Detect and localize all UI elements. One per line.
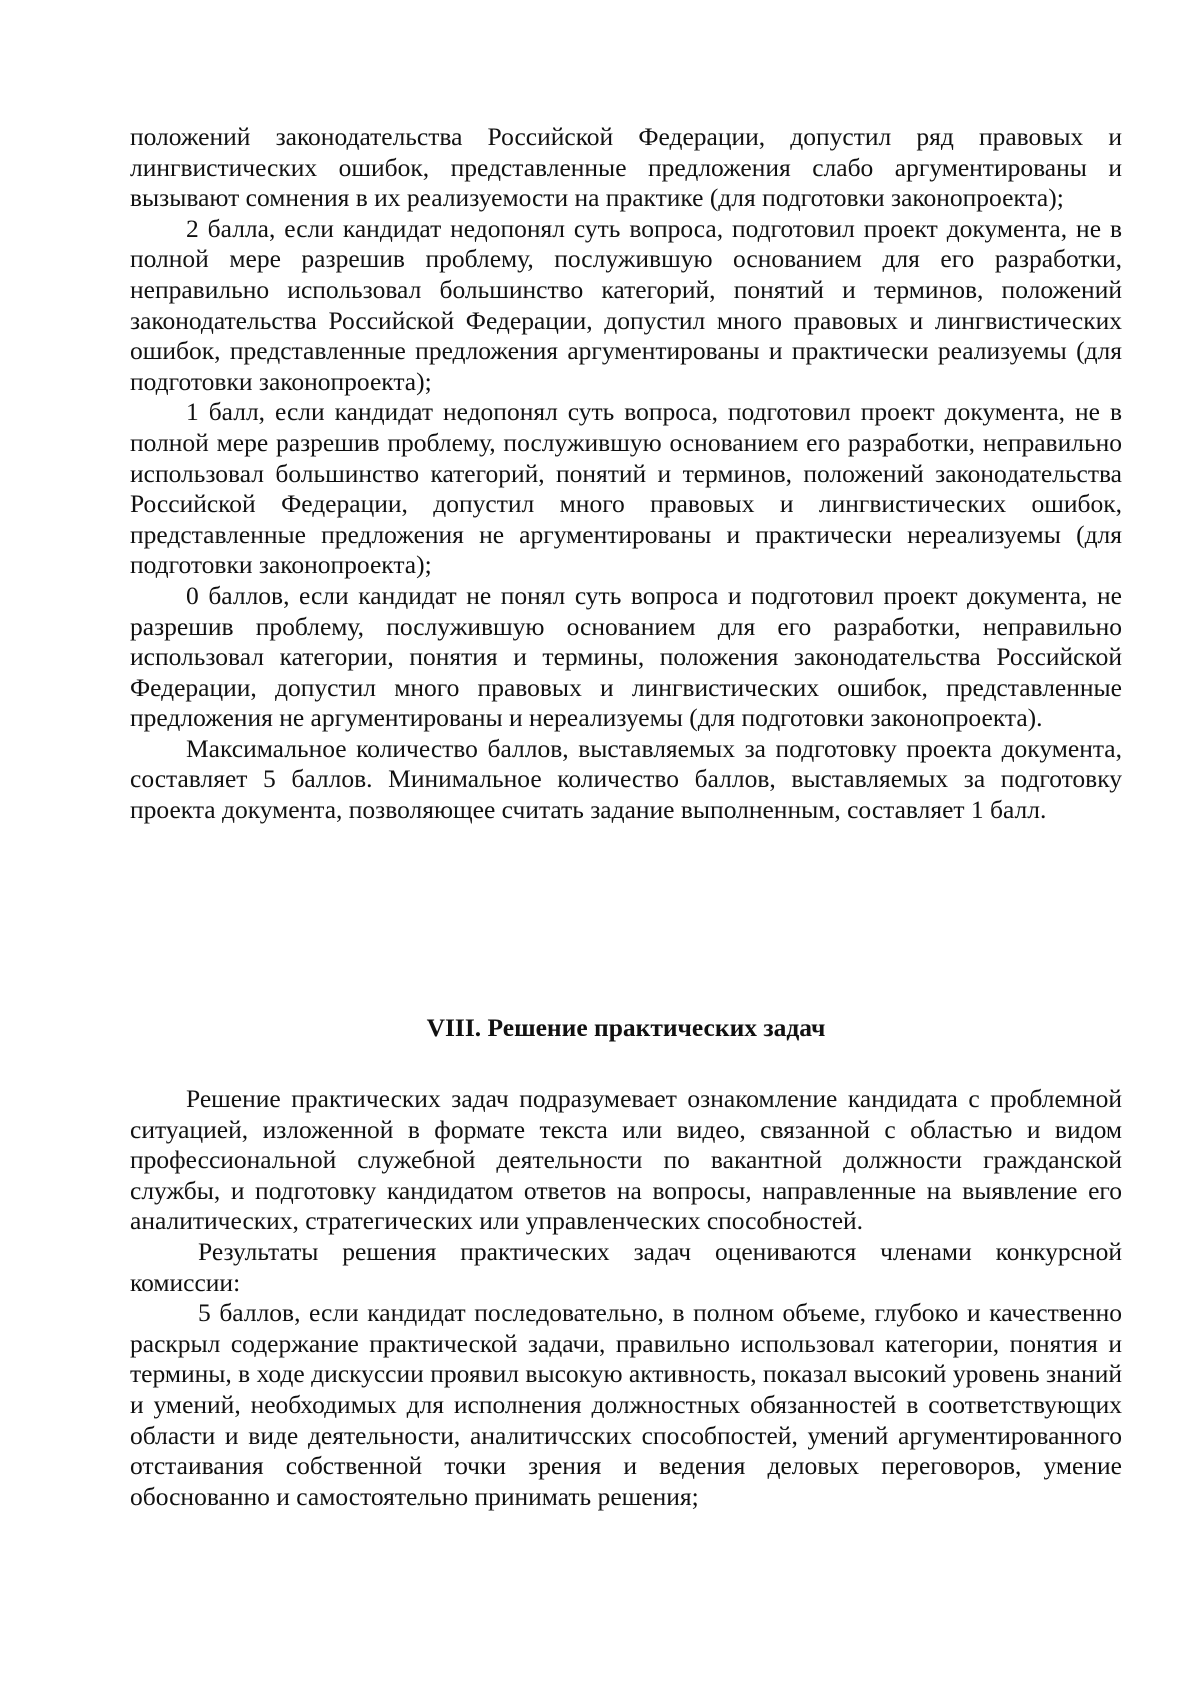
- paragraph-score-2: 2 балла, если кандидат недопонял суть вопроса, подготовил проект документа, не в полной мере разрешив проблему, послужившую основанием для его разработки, неправильно использовал большинство категорий, понятий и терминов, положений законодательства Российской Федерации, допустил много правовых и лингвистических ошибок, представленные предложения аргументированы и практически реализуемы (для подготовки законопроекта);: [130, 213, 1122, 396]
- criteria-text-block: [130, 122, 1122, 826]
- paragraph-continuation: положений законодательства Российской Федерации, допустил ряд правовых и лингвистических ошибок, представленные предложения слабо аргументированы и вызывают сомнения в их реализуемости на практике (для подготовки законопроекта);: [130, 122, 1122, 213]
- paragraph-results-intro: Результаты решения практических задач оцениваются членами конкурсной комиссии:: [130, 1236, 1122, 1297]
- paragraph-max-min-score: Максимальное количество баллов, выставляемых за подготовку проекта документа, составляет 5 баллов. Минимальное количество баллов, выставляемых за подготовку проекта документа, позволяющее считать задание выполненным, составляет 1 балл.: [130, 733, 1122, 825]
- paragraph-score-5: 5 баллов, если кандидат последовательно, в полном объеме, глубоко и качественно раскрыл содержание практической задачи, правильно использовал категории, понятия и термины, в ходе дискуссии проявил высокую активность, показал высокий уровень знаний и умений, необходимых для исполнения должностных обязанностей в соответствующих области и виде деятельности, аналитичсских способпостей, умений аргументированного отстаивания собственной точки зрения и ведения деловых переговоров, умение обоснованно и самостоятельно принимать решения;: [130, 1298, 1122, 1511]
- section-heading: VIII. Решение практических задач: [426, 1013, 826, 1042]
- paragraph-score-0: 0 баллов, если кандидат не понял суть вопроса и подготовил проект документа, не разрешив проблему, послужившую основанием для его разработки, неправильно использовал категории, понятия и термины, положения законодательства Российской Федерации, допустил много правовых и лингвистических ошибок, представленные предложения не аргументированы и нереализуемы (для подготовки законопроекта).: [130, 580, 1122, 733]
- section-body: [130, 1084, 1122, 1512]
- paragraph-score-1: 1 балл, если кандидат недопонял суть вопроса, подготовил проект документа, не в полной мере разрешив проблему, послужившую основанием его разработки, неправильно использовал большинство категорий, понятий и терминов, положений законодательства Российской Федерации, допустил много правовых и лингвистических ошибок, представленные предложения не аргументированы и практически нереализуемы (для подготовки законопроекта);: [130, 397, 1122, 580]
- paragraph-section-intro: Решение практических задач подразумевает ознакомление кандидата с проблемной ситуацией, изложенной в формате текста или видео, связанной с областью и видом профессиональной служебной деятельности по вакантной должности гражданской службы, и подготовку кандидатом ответов на вопросы, направленные на выявление его аналитических, стратегических или управленческих способностей.: [130, 1084, 1122, 1236]
